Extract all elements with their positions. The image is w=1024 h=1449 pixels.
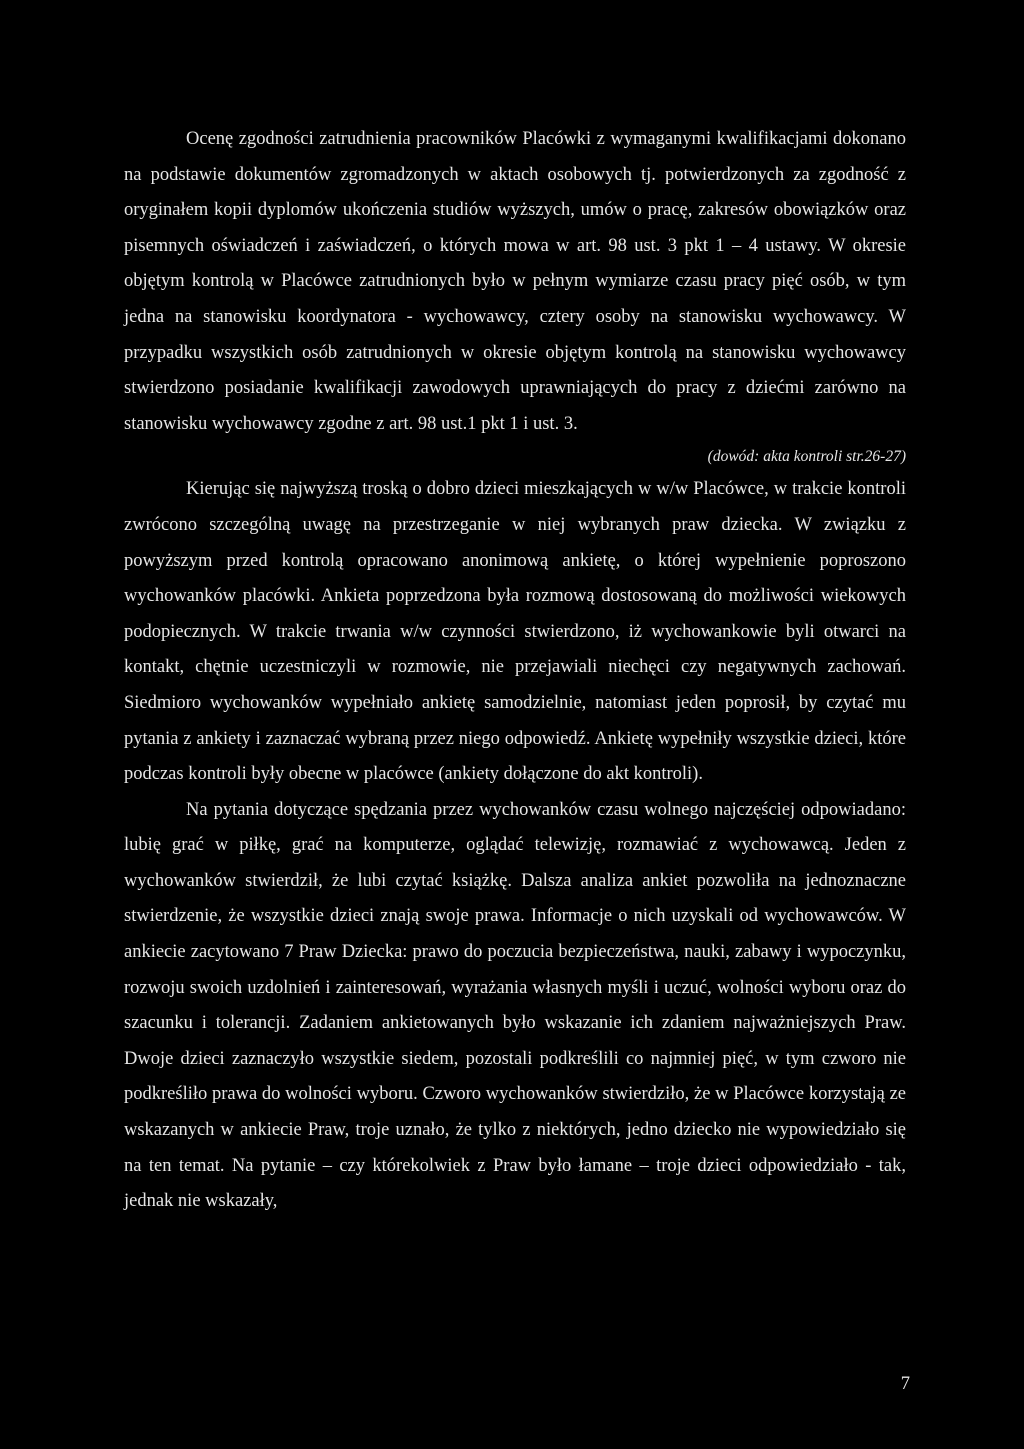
paragraph-survey: Kierując się najwyższą troską o dobro dzieci mieszkających w w/w Placówce, w trakcie kontroli zwrócono szczególną uwagę na przestrzeganie w niej wybranych praw dziecka. W związku z powyższym przed kontrolą opracowano anonimową ankietę, o której wypełnienie poproszono wychowanków placówki. Ankieta poprzedzona była rozmową dostosowaną do możliwości wiekowych podopiecznych. W trakcie trwania w/w czynności stwierdzono, iż wychowankowie byli otwarci na kontakt, chętnie uczestniczyli w rozmowie, nie przejawiali niechęci czy negatywnych zachowań. Siedmioro wychowanków wypełniało ankietę samodzielnie, natomiast jeden poprosił, by czytać mu pytania z ankiety i zaznaczać wybraną przez niego odpowiedź. Ankietę wypełniły wszystkie dzieci, które podczas kontroli były obecne w placówce (ankiety dołączone do akt kontroli). <box>124 479 906 785</box>
paragraph-survey-results: Na pytania dotyczące spędzania przez wychowanków czasu wolnego najczęściej odpowiadano: lubię grać w piłkę, grać na komputerze, oglądać telewizję, rozmawiać z wychowawcą. Jeden z wychowanków stwierdził, że lubi czytać książkę. Dalsza analiza ankiet pozwoliła na jednoznaczne stwierdzenie, że wszystkie dzieci znają swoje prawa. Informacje o nich uzyskali od wychowawców. W ankiecie zacytowano 7 Praw Dziecka: prawo do poczucia bezpieczeństwa, nauki, zabawy i wypoczynku, rozwoju swoich uzdolnień i zainteresowań, wyrażania własnych myśli i uczuć, wolności wyboru oraz do szacunku i tolerancji. Zadaniem ankietowanych było wskazanie ich zdaniem najważniejszych Praw. Dwoje dzieci zaznaczyło wszystkie siedem, pozostali podkreślili co najmniej pięć, w tym czworo nie podkreśliło prawa do wolności wyboru. Czworo wychowanków stwierdziło, że w Placówce korzystają ze wskazanych w ankiecie Praw, troje uznało, że tylko z niektórych, jedno dziecko nie wypowiedziało się na ten temat. Na pytanie – czy którekolwiek z Praw było łamane – troje dzieci odpowiedziało - tak, jednak nie wskazały, <box>124 799 906 1212</box>
evidence-note: (dowód: akta kontroli str.26-27) <box>707 448 906 466</box>
page-number: 7 <box>900 1374 910 1394</box>
document-body <box>124 122 906 1220</box>
paragraph-qualifications: Ocenę zgodności zatrudnienia pracowników Placówki z wymaganymi kwalifikacjami dokonano na podstawie dokumentów zgromadzonych w aktach osobowych tj. potwierdzonych za zgodność z oryginałem kopii dyplomów ukończenia studiów wyższych, umów o pracę, zakresów obowiązków oraz pisemnych oświadczeń i zaświadczeń, o których mowa w art. 98 ust. 3 pkt 1 – 4 ustawy. W okresie objętym kontrolą w Placówce zatrudnionych było w pełnym wymiarze czasu pracy pięć osób, w tym jedna na stanowisku koordynatora - wychowawcy, cztery osoby na stanowisku wychowawcy. W przypadku wszystkich osób zatrudnionych w okresie objętym kontrolą na stanowisku wychowawcy stwierdzono posiadanie kwalifikacji zawodowych uprawniających do pracy z dziećmi zarówno na stanowisku wychowawcy zgodne z art. 98 ust.1 pkt 1 i ust. 3. <box>124 129 906 434</box>
